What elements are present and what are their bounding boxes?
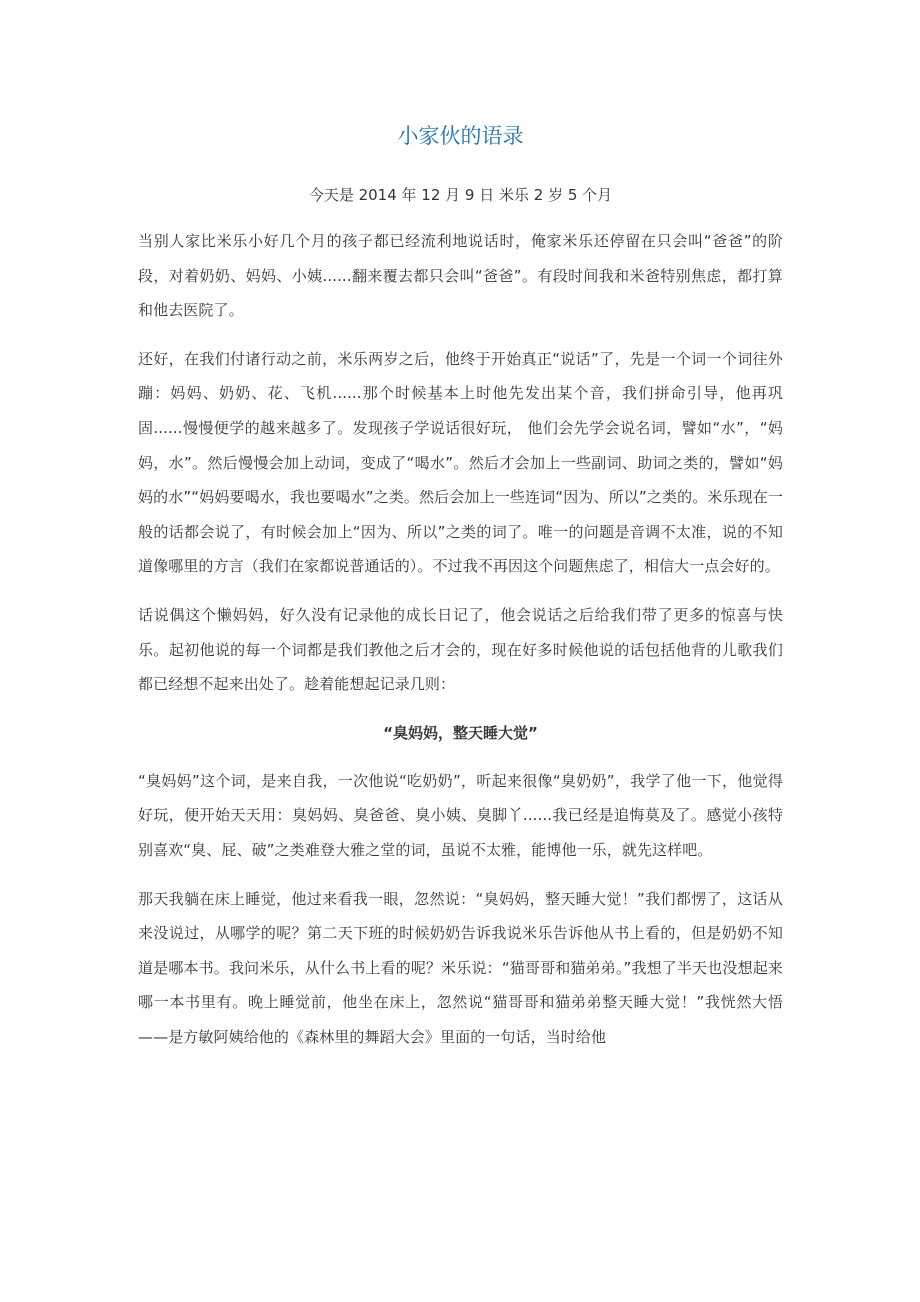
document-title: 小家伙的语录 xyxy=(397,124,524,148)
paragraph-1: 当别人家比米乐小好几个月的孩子都已经流利地说话时，俺家米乐还停留在只会叫“爸爸”的阶段，对着奶奶、妈妈、小姨......翻来覆去都只会叫“爸爸”。有段时间我和米爸特别焦虑，都打算和他去医院了。 xyxy=(138,232,783,320)
section-paragraph-2: 那天我躺在床上睡觉，他过来看我一眼，忽然说：“臭妈妈，整天睡大觉！”我们都愣了，这话从来没说过，从哪学的呢？第二天下班的时候奶奶告诉我说米乐告诉他从书上看的，但是奶奶不知道是哪本书。我问米乐，从什么书上看的呢？米乐说：“猫哥哥和猫弟弟。”我想了半天也没想起来哪一本书里有。晚上睡觉前，他坐在床上，忽然说“猫哥哥和猫弟弟整天睡大觉！”我恍然大悟——是方敏阿姨给他的《森林里的舞蹈大会》里面的一句话，当时给他 xyxy=(138,889,783,1046)
document-date-line: 今天是 2014 年 12 月 9 日 米乐 2 岁 5 个月 xyxy=(308,186,613,204)
paragraph-2: 还好，在我们付诸行动之前，米乐两岁之后，他终于开始真正“说话”了，先是一个词一个词往外蹦：妈妈、奶奶、花、飞机......那个时候基本上时他先发出某个音，我们拼命引导，他再巩固......慢慢便学的越来越多了。发现孩子学说话很好玩， 他们会先学会说名词，譬如“水”，“妈妈，水”。然后慢慢会加上动词，变成了“喝水”。然后才会加上一些副词、助词之类的，譬如“妈妈的水”“妈妈要喝水，我也要喝水”之类。然后会加上一些连词“因为、所以”之类的。米乐现在一般的话都会说了，有时候会加上“因为、所以”之类的词了。唯一的问题是音调不太准，说的不知道像哪里的方言（我们在家都说普通话的）。不过我不再因这个问题焦虑了，相信大一点会好的。 xyxy=(138,349,783,576)
section-heading: “臭妈妈，整天睡大觉” xyxy=(383,723,538,742)
section-paragraph-1: “臭妈妈”这个词，是来自我，一次他说“吃奶奶”，听起来很像“臭奶奶”，我学了他一下，他觉得好玩，便开始天天用：臭妈妈、臭爸爸、臭小姨、臭脚丫......我已经是追悔莫及了。感觉小孩特别喜欢“臭、屁、破”之类难登大雅之堂的词，虽说不太雅，能博他一乐，就先这样吧。 xyxy=(138,771,783,859)
document-page xyxy=(138,118,783,1068)
paragraph-3: 话说偶这个懒妈妈，好久没有记录他的成长日记了，他会说话之后给我们带了更多的惊喜与快乐。起初他说的每一个词都是我们教他之后才会的，现在好多时候他说的话包括他背的儿歌我们都已经想不起来出处了。趁着能想起记录几则： xyxy=(138,605,783,694)
